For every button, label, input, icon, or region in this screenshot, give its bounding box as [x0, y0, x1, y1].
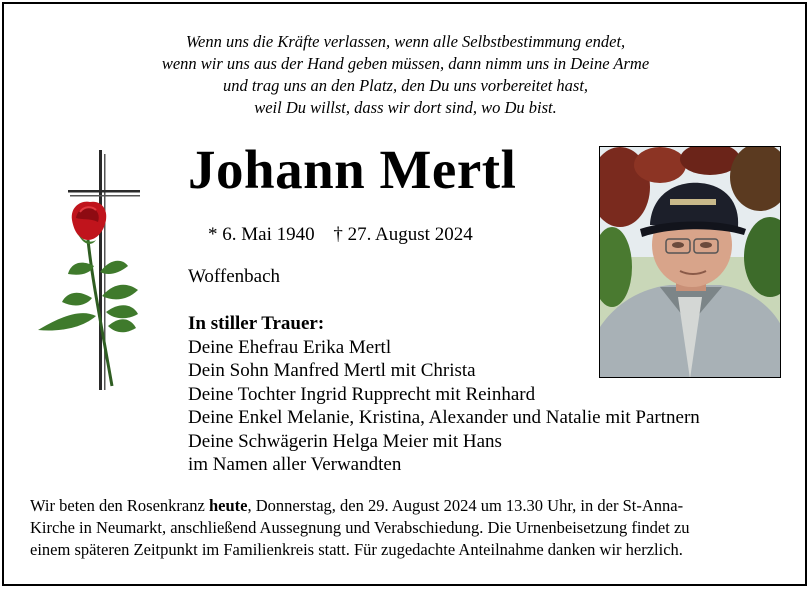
cross-rose-icon	[30, 148, 150, 398]
poem-verse	[0, 31, 811, 119]
mourners-heading: In stiller Trauer:	[188, 313, 325, 334]
notice-line	[30, 495, 782, 517]
birth-date: * 6. Mai 1940	[208, 224, 315, 245]
mourner-line: Deine Schwägerin Helga Meier mit Hans	[188, 430, 502, 452]
service-notice	[30, 495, 782, 561]
mourner-line: Deine Tochter Ingrid Rupprecht mit Reinhard	[188, 383, 536, 405]
mourner-line: im Namen aller Verwandten	[188, 454, 402, 475]
notice-line: einem späteren Zeitpunkt im Familienkreis statt. Für zugedachte Anteilnahme danken wir herzlich.	[30, 540, 683, 559]
notice-emphasis: heute	[208, 496, 248, 515]
notice-text: Wir beten den Rosenkranz	[30, 496, 209, 515]
portrait-photo-image	[600, 147, 781, 378]
mourner-line: Dein Sohn Manfred Mertl mit Christa	[188, 360, 476, 381]
death-date: † 27. August 2024	[333, 224, 473, 245]
hometown: Woffenbach	[188, 266, 281, 287]
mourner-line: Deine Ehefrau Erika Mertl	[188, 336, 392, 358]
mourner-line: Deine Enkel Melanie, Kristina, Alexander und Natalie mit Partnern	[188, 407, 700, 428]
poem-line: weil Du willst, dass wir dort sind, wo Du bist.	[254, 98, 557, 117]
deceased-name: Johann Mertl	[188, 139, 517, 200]
life-dates	[208, 224, 473, 246]
poem-line: Wenn uns die Kräfte verlassen, wenn alle Selbstbestimmung endet,	[185, 32, 626, 51]
portrait-photo	[599, 146, 781, 378]
notice-line: Kirche in Neumarkt, anschließend Aussegnung und Verabschiedung. Die Urnenbeisetzung findet zu	[30, 518, 690, 537]
poem-line: und trag uns an den Platz, den Du uns vorbereitet hast,	[222, 76, 589, 95]
poem-line: wenn wir uns aus der Hand geben müssen, dann nimm uns in Deine Arme	[161, 54, 650, 73]
notice-text: , Donnerstag, den 29. August 2024 um 13.30 Uhr, in der St-Anna-	[247, 496, 684, 515]
